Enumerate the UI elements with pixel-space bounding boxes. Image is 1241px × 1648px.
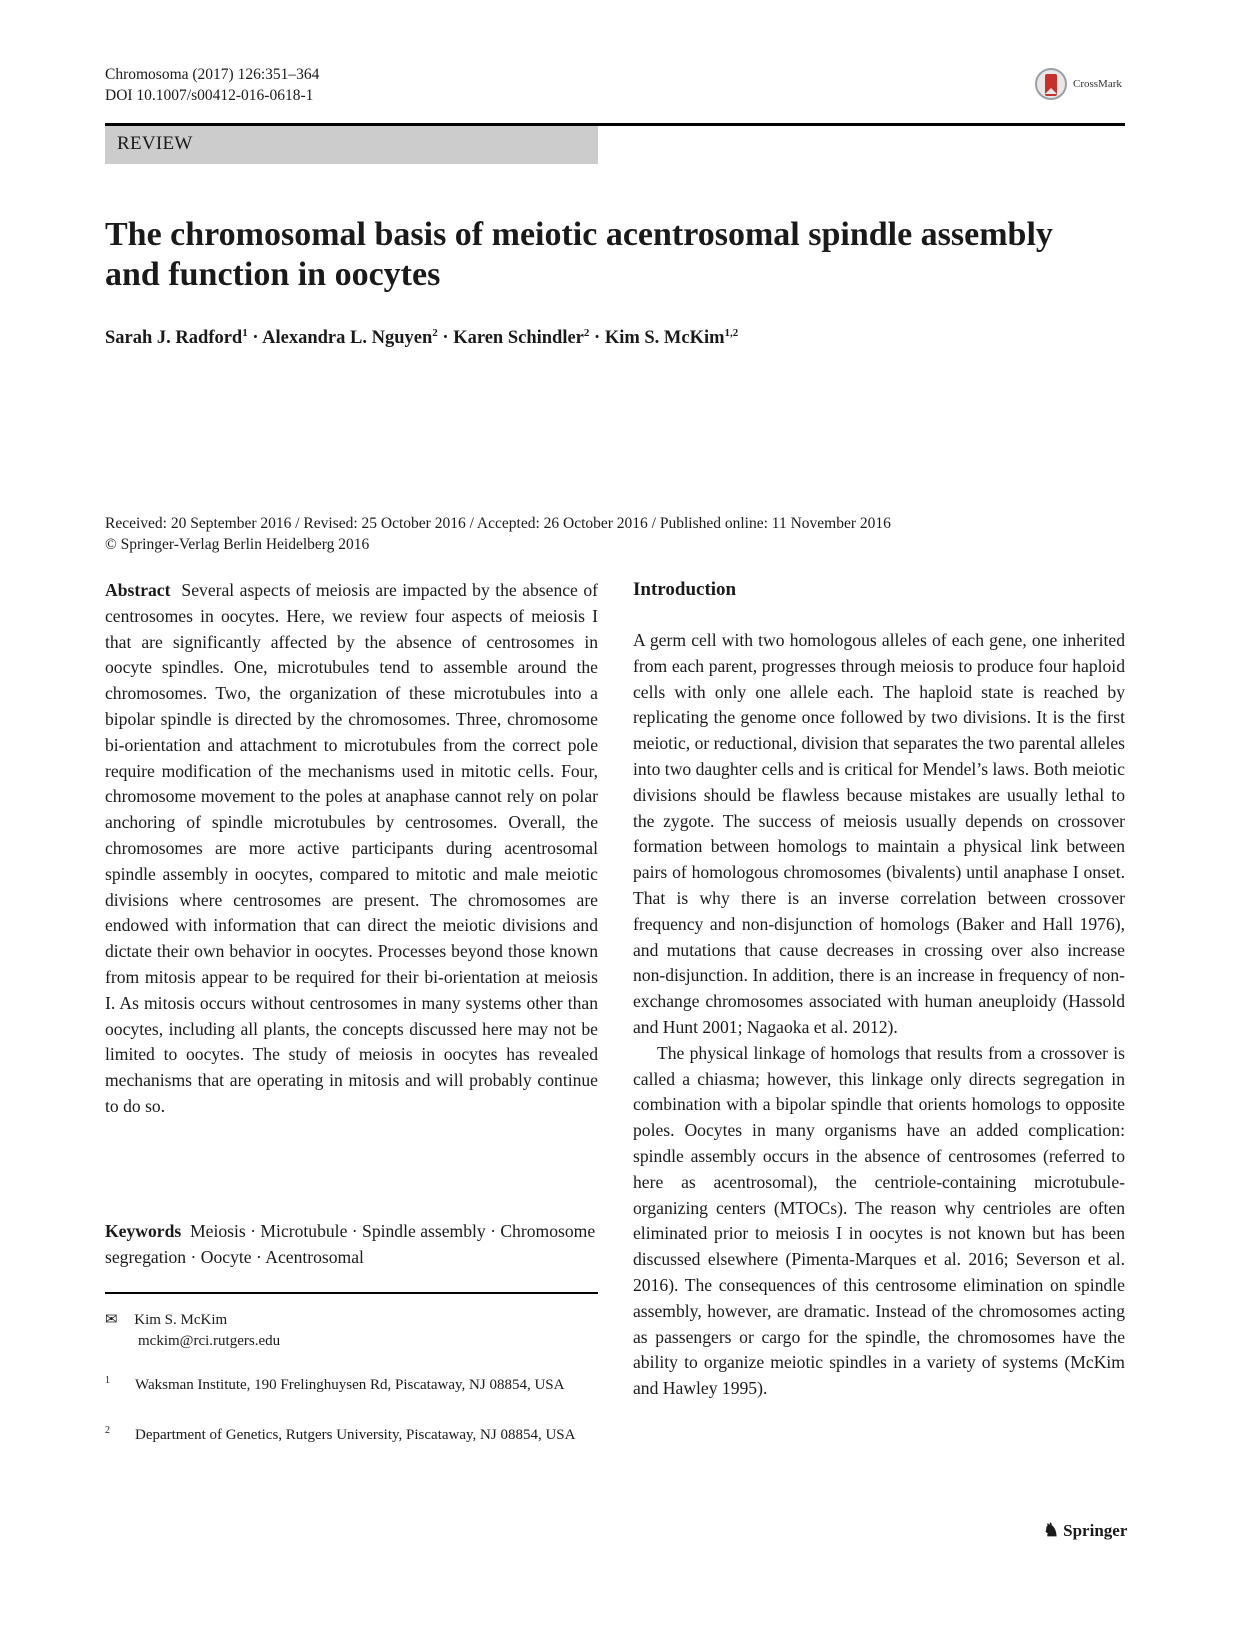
introduction-section [633,578,1125,1402]
publisher-logo [1043,1520,1127,1541]
author-affiliation-marker: 2 [432,327,438,339]
keywords [105,1218,598,1270]
author-separator: · [252,328,263,349]
author-affiliation-marker: 1 [242,327,248,339]
correspondence-name: Kim S. McKim [134,1312,228,1328]
author-list [105,327,738,349]
publisher-name: Springer [1063,1520,1128,1540]
author-name[interactable]: Sarah J. Radford [105,328,243,349]
article-title: The chromosomal basis of meiotic acentrosomal spindle assembly and function in oocytes [105,216,1053,293]
correspondence [105,1310,280,1352]
introduction-paragraph: A germ cell with two homologous alleles of each gene, one inherited from each parent, progresses through meiosis to produce four haploid cells with only one allele each. The haploid state is reached by replicating the genome once followed by two divisions. It is the first meiotic, or reductional, division that separates the two parental alleles into two daughter cells and is critical for Mendel’s laws. Both meiotic divisions should be flawless because mistakes are usually lethal to the zygote. The success of meiosis usually depends on crossover formation between homologs to maintain a physical link between pairs of homologous chromosomes (bivalents) until anaphase I onset. That is why there is an inverse correlation between crossover frequency and non-disjunction of homologs (Baker and Hall 1976), and mutations that cause decreases in crossing over also increase non-disjunction. In addition, there is an increase in frequency of non-exchange chromosomes associated with human aneuploidy (Hassold and Hunt 2001; Nagaoka et al. 2012). [633,630,1125,1037]
crossmark-label: CrossMark [1073,78,1122,90]
author-name[interactable]: Kim S. McKim [604,328,725,349]
abstract-label: Abstract [105,580,171,600]
article-dates: Received: 20 September 2016 / Revised: 25 October 2016 / Accepted: 26 October 2016 / Published online: 11 November 2016 [105,515,891,532]
abstract-text: Several aspects of meiosis are impacted by the absence of centrosomes in oocytes. Here, we review four aspects of meiosis I that are significantly affected by the absence of centrosomes in oocyte spindles. One, microtubules tend to assemble around the chromosomes. Two, the organization of these microtubules into a bipolar spindle is directed by the chromosomes. Three, chromosome bi-orientation and attachment to microtubules from the correct pole require modification of the mechanisms used in mitotic cells. Four, chromosome movement to the poles at anaphase cannot rely on polar anchoring of spindle microtubules by centrosomes. Overall, the chromosomes are more active participants during acentrosomal spindle assembly in oocytes, compared to mitotic and male meiotic divisions where centrosomes are present. The chromosomes are endowed with information that can direct the meiotic divisions and dictate their own behavior in oocytes. Processes beyond those known from mitosis appear to be required for their bi-orientation at meiosis I. As mitosis occurs without centrosomes in many systems other than oocytes, including all plants, the concepts discussed here may not be limited to oocytes. The study of meiosis in oocytes has revealed mechanisms that are operating in mitosis and will probably continue to do so. [105,580,598,1116]
keywords-text: Meiosis · Microtubule · Spindle assembly · Chromosome segregation · Oocyte · Acentrosomal [105,1221,596,1267]
journal-citation [105,64,319,106]
journal-doi[interactable]: DOI 10.1007/s00412-016-0618-1 [105,87,314,104]
correspondence-email[interactable]: mckim@rci.rutgers.edu [138,1333,281,1349]
introduction-paragraph: The physical linkage of homologs that results from a crossover is called a chiasma; however, this linkage only directs segregation in combination with a bipolar spindle that orients homologs to opposite poles. Oocytes in many organisms have an added complication: spindle assembly occurs in the absence of centrosomes (referred to here as acentrosomal), the centriole-containing microtubule-organizing centers (MTOCs). The reason why centrioles are often eliminated prior to meiosis I in oocytes is not known but has been discussed elsewhere (Pimenta-Marques et al. 2016; Severson et al. 2016). The consequences of this centrosome elimination on spindle assembly, however, are dramatic. Instead of the chromosomes acting as passengers or cargo for the spindle, the chromosomes have the ability to organize meiotic spindles in a variety of systems (McKim and Hawley 1995). [633,1042,1125,1399]
section-label: REVIEW [105,126,598,164]
author-name[interactable]: Alexandra L. Nguyen [262,328,433,349]
footnote-rule [105,1292,598,1294]
affiliation-number: 2 [105,1425,110,1436]
publication-history [105,513,891,555]
author-name[interactable]: Karen Schindler [453,328,584,349]
crossmark-badge[interactable] [1035,68,1122,100]
author-separator: · [594,328,605,349]
affiliation-text: Department of Genetics, Rutgers University, Piscataway, NJ 08854, USA [135,1427,576,1443]
envelope-icon: ✉ [105,1312,118,1328]
affiliation [105,1374,598,1396]
springer-horse-icon: ♞ [1043,1520,1060,1540]
journal-volume: Chromosoma (2017) 126:351–364 [105,66,320,83]
author-affiliation-marker: 1,2 [724,327,739,339]
author-affiliation-marker: 2 [583,327,590,339]
author-separator: · [442,328,454,349]
introduction-heading: Introduction [633,579,737,600]
crossmark-icon [1035,68,1067,100]
affiliation-text: Waksman Institute, 190 Frelinghuysen Rd, Piscataway, NJ 08854, USA [135,1377,565,1393]
keywords-label: Keywords [105,1221,182,1241]
affiliation [105,1424,598,1446]
abstract [105,578,598,1120]
copyright-notice: © Springer-Verlag Berlin Heidelberg 2016 [105,536,370,553]
affiliation-number: 1 [105,1375,110,1386]
